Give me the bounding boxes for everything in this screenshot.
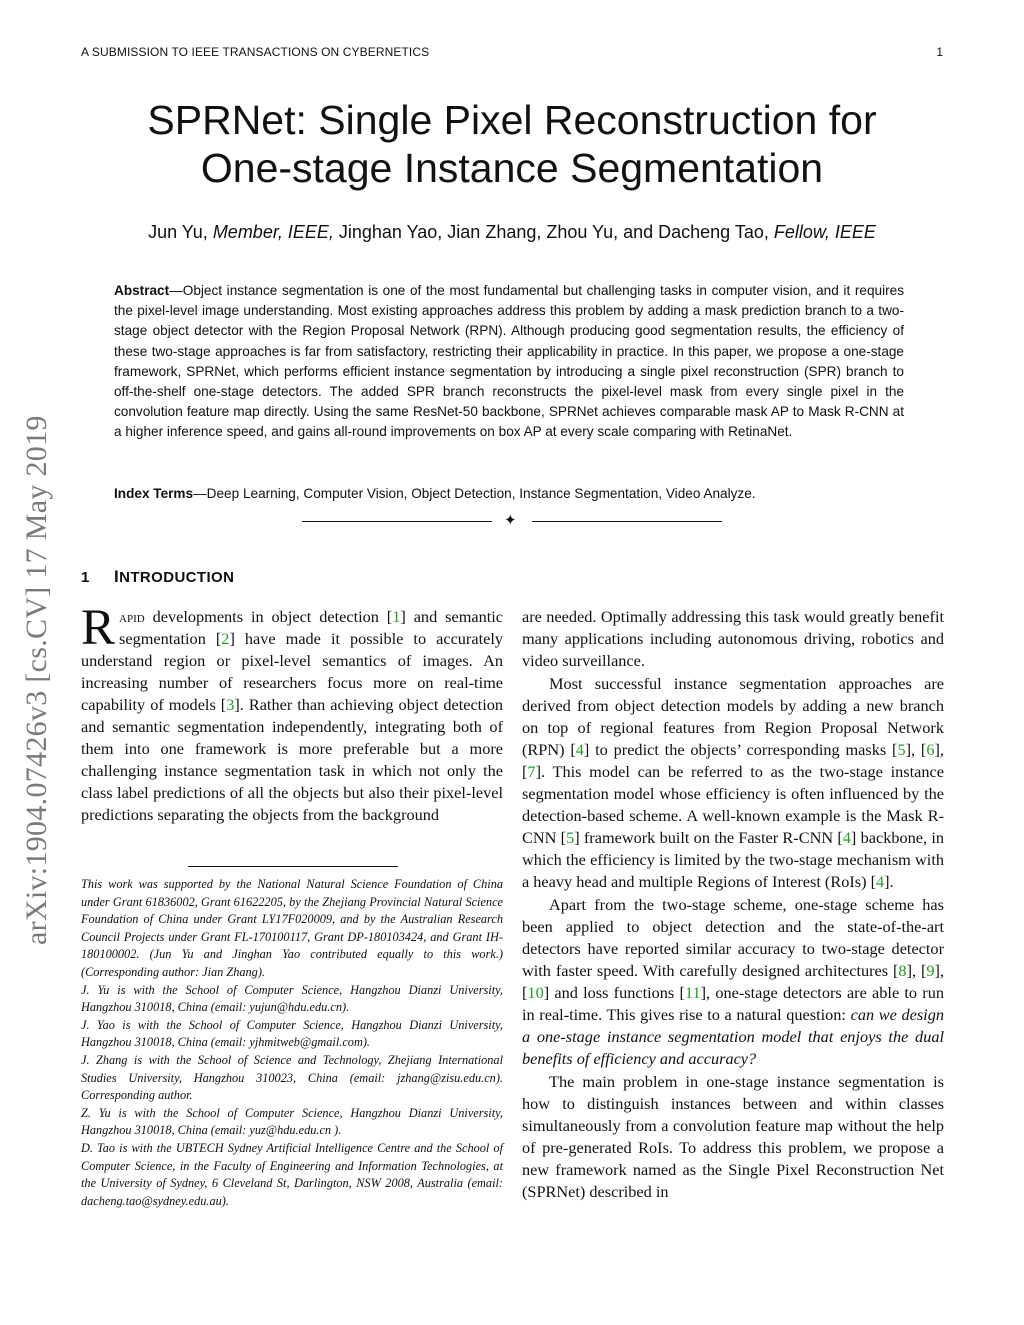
- citation-link[interactable]: 11: [684, 983, 701, 1002]
- footnote-rule: [188, 866, 398, 867]
- text-run: ].: [884, 872, 894, 891]
- footnotes: [81, 876, 503, 1210]
- section-divider: [300, 514, 724, 530]
- page-number: 1: [936, 45, 943, 59]
- drop-cap: R: [81, 600, 116, 656]
- text-run: ]. This model can be referred to as the two-stage instance segmentation model whose efficiency is often influenced by the detection-based scheme. A well-known example is the Mask R-CNN [: [522, 762, 944, 847]
- text-run: ], [: [905, 740, 927, 759]
- citation-link[interactable]: 5: [897, 740, 906, 759]
- text-run: Apart from the two-stage scheme, one-stage scheme has been applied to object detection and the state-of-the-art detectors have reported similar accuracy to two-stage detector with faster speed. With carefully designed architectures [: [522, 895, 944, 980]
- paper-title: [0, 96, 1024, 192]
- citation-link[interactable]: 1: [392, 607, 401, 626]
- footnote-affiliation: Z. Yu is with the School of Computer Science, Hangzhou Dianzi University, Hangzhou 310018, China (email: yuz@hdu.edu.cn ).: [81, 1105, 503, 1138]
- abstract-label: Abstract: [114, 283, 170, 298]
- text-run: ]. Rather than achieving object detection and semantic segmentation independently, integrating both of them into one framework is more preferable but a more challenging instance segmentation task in which not only the class label predictions of all the objects but also their pixel-level predictions separating the objects from the background: [81, 695, 504, 824]
- intro-paragraph-1: [81, 600, 504, 826]
- citation-link[interactable]: 4: [575, 740, 584, 759]
- section-title-rest: NTRODUCTION: [119, 569, 235, 586]
- author-1-role: Member, IEEE,: [212, 222, 334, 242]
- author-list: [0, 222, 1024, 243]
- citation-link[interactable]: 7: [527, 762, 536, 781]
- text-run: Most successful instance segmentation approaches are derived from object detection models by adding a new branch on top of regional features from Region Proposal Network (RPN) [: [522, 674, 944, 759]
- right-column: [522, 606, 944, 1203]
- citation-link[interactable]: 3: [226, 695, 235, 714]
- citation-link[interactable]: 8: [898, 961, 907, 980]
- footnote-funding: This work was supported by the National Natural Science Foundation of China under Grant 61836002, Grant 61622205, by the Zhejiang Provincial Natural Science Foundation of China under Grant LY17F020009, and by the Australian Research Council Projects under Grant FL-170100117, Grant DP-180103424, and Grant IH-180100002. (Jun Yu and Jinghan Yao contributed equally to this work.) (Corresponding author: Jian Zhang).: [81, 877, 503, 979]
- citation-link[interactable]: 9: [926, 961, 935, 980]
- citation-link[interactable]: 4: [842, 828, 851, 847]
- citation-link[interactable]: 10: [527, 983, 544, 1002]
- intro-paragraph-3: [522, 894, 944, 1070]
- intro-paragraph-1-cont: are needed. Optimally addressing this task would greatly benefit many applications including autonomous driving, robotics and video surveillance.: [522, 607, 944, 670]
- text-run: ] framework built on the Faster R-CNN [: [574, 828, 843, 847]
- text-run: ], one-stage detectors are able to run in real-time. This gives rise to a natural question:: [522, 983, 945, 1024]
- citation-link[interactable]: 6: [926, 740, 935, 759]
- last-author-role: Fellow, IEEE: [773, 222, 876, 242]
- citation-link[interactable]: 2: [221, 629, 230, 648]
- divider-line-left: [302, 521, 492, 522]
- other-authors: Jinghan Yao, Jian Zhang, Zhou Yu, and Dacheng Tao,: [338, 222, 769, 242]
- arxiv-stamp: arXiv:1904.07426v3 [cs.CV] 17 May 2019: [20, 415, 53, 945]
- index-terms: [114, 484, 904, 504]
- footnote-affiliation: D. Tao is with the UBTECH Sydney Artificial Intelligence Centre and the School of Computer Science, in the Faculty of Engineering and Information Technologies, at the University of Sydney, 6 Cleveland St, Darlington, NSW 2008, Australia (email: dacheng.tao@sydney.edu.au).: [81, 1140, 503, 1208]
- citation-link[interactable]: 5: [566, 828, 575, 847]
- section-title-initial: I: [114, 567, 120, 586]
- divider-line-right: [532, 521, 722, 522]
- footnote-affiliation: J. Yao is with the School of Computer Science, Hangzhou Dianzi University, Hangzhou 310018, China (email: yjhmitweb@gmail.com).: [81, 1017, 503, 1050]
- footnote-affiliation: J. Yu is with the School of Computer Science, Hangzhou Dianzi University, Hangzhou 310018, China (email: yujun@hdu.edu.cn).: [81, 982, 503, 1015]
- intro-paragraph-2: [522, 673, 944, 893]
- index-terms-label: Index Terms: [114, 486, 194, 501]
- running-head: A SUBMISSION TO IEEE TRANSACTIONS ON CYBERNETICS: [81, 45, 430, 59]
- text-run: ] have made it possible to accurately understand region or pixel-level semantics of images. An increasing number of researchers focus more on real-time capability of models [: [81, 629, 503, 714]
- research-question: can we design a one-stage instance segmentation model that enjoys the dual benefits of efficiency and accuracy?: [522, 1005, 944, 1068]
- left-column: [81, 600, 504, 826]
- text-run: ] to predict the objects’ corresponding masks [: [583, 740, 898, 759]
- footnote-affiliation: J. Zhang is with the School of Science and Technology, Zhejiang International Studies University, Hangzhou 310023, China (email: jzhang@zisu.edu.cn). Corresponding author.: [81, 1052, 503, 1103]
- author-1: Jun Yu,: [148, 222, 208, 242]
- abstract: [114, 281, 904, 443]
- abstract-text: —Object instance segmentation is one of the most fundamental but challenging tasks in computer vision, and it requires the pixel-level image understanding. Most existing approaches address this problem by adding a mask prediction branch to a two-stage object detector with the Region Proposal Network (RPN). Although producing good segmentation results, the efficiency of these two-stage approaches is far from satisfactory, restricting their applicability in practice. In this paper, we propose a one-stage framework, SPRNet, which performs efficient instance segmentation by introducing a single pixel reconstruction (SPR) branch to off-the-shelf one-stage detectors. The added SPR branch reconstructs the pixel-level mask from every single pixel in the convolution feature map directly. Using the same ResNet-50 backbone, SPRNet achieves comparable mask AP to Mask R-CNN at a higher inference speed, and gains all-round improvements on box AP at every scale comparing with RetinaNet.: [114, 283, 904, 440]
- title-line-2: One-stage Instance Segmentation: [200, 145, 824, 191]
- section-number: 1: [81, 569, 90, 586]
- index-terms-text: —Deep Learning, Computer Vision, Object Detection, Instance Segmentation, Video Analyze.: [193, 486, 756, 501]
- small-caps-word: apid: [119, 607, 145, 626]
- citation-link[interactable]: 4: [876, 872, 885, 891]
- text-run: ] and loss functions [: [543, 983, 685, 1002]
- text-run: ] and semantic segmentation [: [119, 607, 503, 648]
- text-run: ] backbone, in which the efficiency is limited by the two-stage mechanism with a heavy head and multiple Regions of Interest (RoIs) [: [522, 828, 944, 891]
- intro-paragraph-4: The main problem in one-stage instance segmentation is how to distinguish instances between and within classes simultaneously from a convolution feature map without the help of pre-generated RoIs. To address this problem, we propose a new framework named as the Single Pixel Reconstruction Net (SPRNet) described in: [522, 1072, 944, 1201]
- title-line-1: SPRNet: Single Pixel Reconstruction for: [147, 97, 877, 143]
- text-run: ], [: [522, 961, 945, 1002]
- section-heading: [81, 567, 234, 587]
- divider-star-icon: ✦: [504, 513, 517, 529]
- text-run: ], [: [906, 961, 927, 980]
- text-run: developments in object detection [: [144, 607, 393, 626]
- text-run: ], [: [522, 740, 944, 781]
